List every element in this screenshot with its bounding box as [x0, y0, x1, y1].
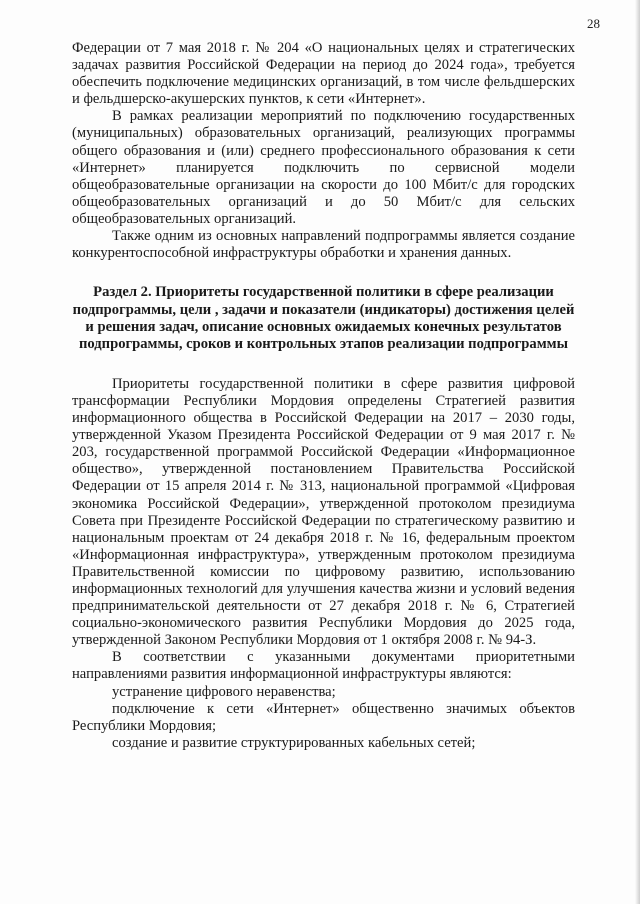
list-item: устранение цифрового неравенства; — [112, 683, 336, 700]
section-heading: Раздел 2. Приоритеты государственной политики в сфере реализации подпрограммы, цели , задачи и показатели (индикаторы) достижения целей и решения задач, описание основных ожидаемых конечных результатов подпрограммы, сроков и контрольных этапов реализации подпрограммы — [72, 284, 575, 353]
paragraph: Также одним из основных направлений подпрограммы является создание конкурентоспособной инфраструктуры обработки и хранения данных. — [72, 228, 575, 262]
paragraph: Приоритеты государственной политики в сфере развития цифровой трансформации Республики Мордовия определены Стратегией развития информационного общества в Российской Федерации на 2017 – 2030 годы, утвержденной Указом Президента Российской Федерации от 9 мая 2017 г. № 203, государственной программой Российской Федерации «Информационное общество», утвержденной постановлением Правительства Российской Федерации от 15 апреля 2014 г. № 313, национальной программой «Цифровая экономика Российской Федерации», утвержденной протоколом президиума Совета при Президенте Российской Федерации по стратегическому развитию и национальным проектам от 24 декабря 2018 г. № 16, федеральным проектом «Информационная инфраструктура», утвержденным протоколом президиума Правительственной комиссии по цифровому развитию, использованию информационных технологий для улучшения качества жизни и условий ведения предпринимательской деятельности от 27 декабря 2018 г. № 6, Стратегией социально-экономического развития Республики Мордовия до 2025 года, утвержденной Законом Республики Мордовия от 1 октября 2008 г. № 94-З. — [72, 375, 575, 649]
paragraph: Федерации от 7 мая 2018 г. № 204 «О национальных целях и стратегических задачах развития Российской Федерации на период до 2024 года», требуется обеспечить подключение медицинских организаций, в том числе фельдшерских и фельдшерско-акушерских пунктов, к сети «Интернет». — [72, 40, 575, 108]
paragraph: В соответствии с указанными документами приоритетными направлениями развития информационной инфраструктуры являются: — [72, 649, 575, 683]
page-edge-shadow — [635, 0, 640, 904]
paragraph: В рамках реализации мероприятий по подключению государственных (муниципальных) образовательных организаций, реализующих программы общего образования и (или) среднего профессионального образования к сети «Интернет» планируется подключить по сервисной модели общеобразовательные организации на скорости до 100 Мбит/с для городских общеобразовательных организаций и до 50 Мбит/с для сельских общеобразовательных организаций. — [72, 108, 575, 227]
list-item: создание и развитие структурированных кабельных сетей; — [112, 734, 476, 751]
document-body — [72, 40, 575, 752]
page-number: 28 — [587, 16, 600, 31]
list-item: подключение к сети «Интернет» общественно значимых объектов Республики Мордовия; — [72, 700, 575, 734]
